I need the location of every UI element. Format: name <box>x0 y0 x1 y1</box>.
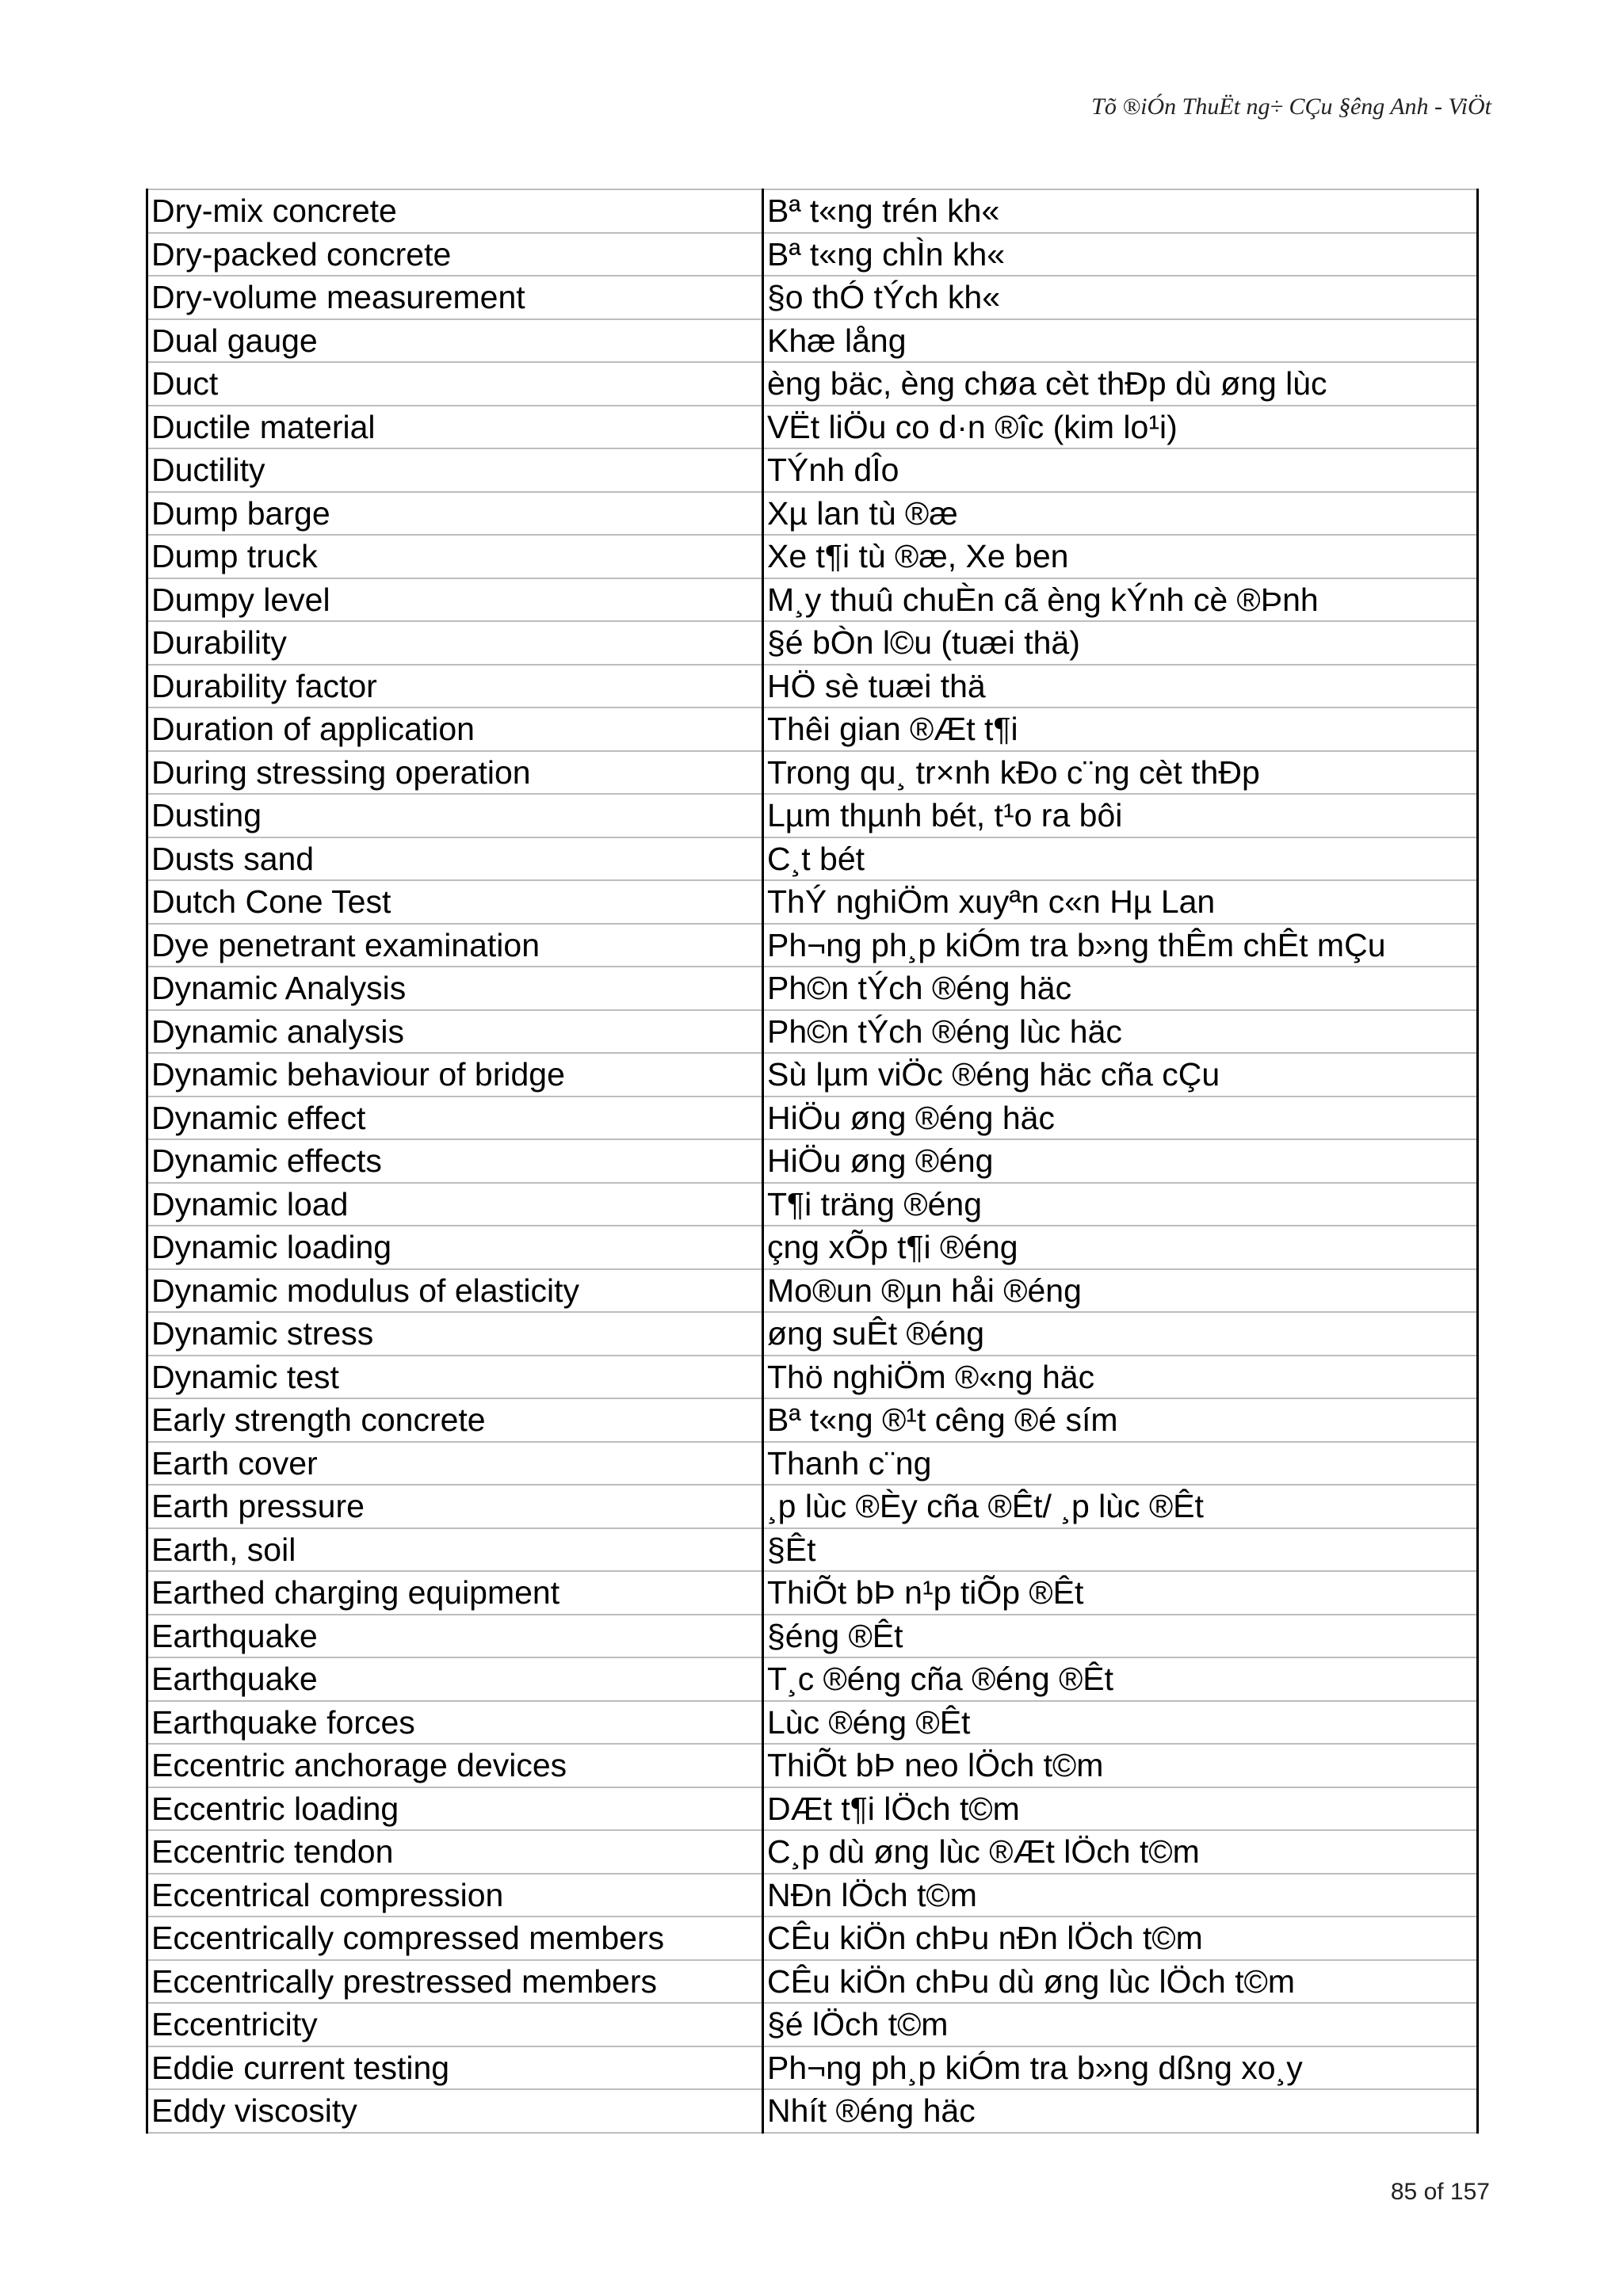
vietnamese-meaning: NÐn lÖch t©m <box>763 1874 1478 1917</box>
glossary-row <box>147 1356 1478 1399</box>
glossary-row <box>147 1960 1478 2004</box>
glossary-row <box>147 448 1478 492</box>
english-term: Earthquake forces <box>147 1701 763 1745</box>
english-term: Dynamic modulus of elasticity <box>147 1269 763 1313</box>
english-term: Earth cover <box>147 1442 763 1486</box>
glossary-row <box>147 1053 1478 1097</box>
vietnamese-meaning: DÆt t¶i lÖch t©m <box>763 1787 1478 1831</box>
vietnamese-meaning: Thö nghiÖm ®«ng häc <box>763 1356 1478 1399</box>
vietnamese-meaning: ThiÕt bÞ neo lÖch t©m <box>763 1744 1478 1787</box>
english-term: Eddy viscosity <box>147 2089 763 2133</box>
vietnamese-meaning: Ph©n tÝch ®éng häc <box>763 967 1478 1010</box>
english-term: Eccentrically compressed members <box>147 1917 763 1960</box>
english-term: Dusting <box>147 794 763 837</box>
english-term: Dry-mix concrete <box>147 189 763 233</box>
english-term: Dynamic Analysis <box>147 967 763 1010</box>
glossary-row <box>147 1010 1478 1054</box>
glossary-row <box>147 276 1478 319</box>
english-term: Dry-packed concrete <box>147 233 763 277</box>
vietnamese-meaning: Ph©n tÝch ®éng lùc häc <box>763 1010 1478 1054</box>
glossary-row <box>147 2003 1478 2046</box>
english-term: Dynamic analysis <box>147 1010 763 1054</box>
english-term: Eccentricity <box>147 2003 763 2046</box>
english-term: Earth, soil <box>147 1528 763 1572</box>
english-term: Earth pressure <box>147 1485 763 1528</box>
vietnamese-meaning: HiÖu øng ®éng <box>763 1139 1478 1183</box>
english-term: Eccentric loading <box>147 1787 763 1831</box>
glossary-row <box>147 578 1478 622</box>
page-number: 85 of 157 <box>1390 2179 1490 2205</box>
vietnamese-meaning: CÊu kiÖn chÞu nÐn lÖch t©m <box>763 1917 1478 1960</box>
vietnamese-meaning: Bª t«ng ®¹t cêng ®é sím <box>763 1398 1478 1442</box>
english-term: Ductility <box>147 448 763 492</box>
vietnamese-meaning: Ph¬ng ph¸p kiÓm tra b»ng thÊm chÊt mÇu <box>763 924 1478 967</box>
glossary-row <box>147 1097 1478 1140</box>
glossary-row <box>147 1744 1478 1787</box>
glossary-row <box>147 621 1478 665</box>
glossary-row <box>147 1442 1478 1486</box>
glossary-row <box>147 2046 1478 2090</box>
glossary-row <box>147 751 1478 795</box>
vietnamese-meaning: Mo®un ®µn håi ®éng <box>763 1269 1478 1313</box>
vietnamese-meaning: Thanh c¨ng <box>763 1442 1478 1486</box>
glossary-row <box>147 362 1478 406</box>
vietnamese-meaning: CÊu kiÖn chÞu dù øng lùc lÖch t©m <box>763 1960 1478 2004</box>
vietnamese-meaning: èng bäc, èng chøa cèt thÐp dù øng lùc <box>763 362 1478 406</box>
vietnamese-meaning: T¸c ®éng cña ®éng ®Êt <box>763 1657 1478 1701</box>
vietnamese-meaning: çng xÕp t¶i ®éng <box>763 1226 1478 1269</box>
english-term: Early strength concrete <box>147 1398 763 1442</box>
english-term: Earthquake <box>147 1657 763 1701</box>
vietnamese-meaning: VËt liÖu co d·n ®îc (kim lo¹i) <box>763 406 1478 449</box>
english-term: Dye penetrant examination <box>147 924 763 967</box>
english-term: Dry-volume measurement <box>147 276 763 319</box>
glossary-row <box>147 1226 1478 1269</box>
vietnamese-meaning: øng suÊt ®éng <box>763 1312 1478 1356</box>
english-term: Dynamic test <box>147 1356 763 1399</box>
vietnamese-meaning: Bª t«ng chÌn kh« <box>763 233 1478 277</box>
english-term: Dynamic effect <box>147 1097 763 1140</box>
english-term: Dutch Cone Test <box>147 880 763 924</box>
vietnamese-meaning: Trong qu¸ tr×nh kÐo c¨ng cèt thÐp <box>763 751 1478 795</box>
vietnamese-meaning: HiÖu øng ®éng häc <box>763 1097 1478 1140</box>
vietnamese-meaning: ¸p lùc ®Èy cña ®Êt/ ¸p lùc ®Êt <box>763 1485 1478 1528</box>
english-term: Eccentrical compression <box>147 1874 763 1917</box>
english-term: Ductile material <box>147 406 763 449</box>
english-term: Dump truck <box>147 535 763 578</box>
glossary-row <box>147 1312 1478 1356</box>
english-term: Dynamic behaviour of bridge <box>147 1053 763 1097</box>
english-term: Dumpy level <box>147 578 763 622</box>
glossary-row <box>147 1398 1478 1442</box>
glossary-row <box>147 880 1478 924</box>
glossary-row <box>147 1830 1478 1874</box>
glossary-row <box>147 967 1478 1010</box>
english-term: Dynamic stress <box>147 1312 763 1356</box>
glossary-table <box>146 189 1479 2134</box>
english-term: Durability factor <box>147 665 763 708</box>
glossary-row <box>147 1874 1478 1917</box>
vietnamese-meaning: Bª t«ng trén kh« <box>763 189 1478 233</box>
glossary-row <box>147 492 1478 536</box>
page-header: Tõ ®iÓn ThuËt ng÷ CÇu §êng Anh - ViÖt <box>1091 93 1491 120</box>
vietnamese-meaning: T¶i träng ®éng <box>763 1183 1478 1226</box>
glossary-row <box>147 837 1478 881</box>
glossary-row <box>147 707 1478 751</box>
vietnamese-meaning: Nhít ®éng häc <box>763 2089 1478 2133</box>
vietnamese-meaning: C¸t bét <box>763 837 1478 881</box>
english-term: Dynamic loading <box>147 1226 763 1269</box>
english-term: During stressing operation <box>147 751 763 795</box>
vietnamese-meaning: §Êt <box>763 1528 1478 1572</box>
glossary-row <box>147 1657 1478 1701</box>
glossary-row <box>147 1139 1478 1183</box>
vietnamese-meaning: Khæ lång <box>763 319 1478 363</box>
vietnamese-meaning: §éng ®Êt <box>763 1615 1478 1658</box>
glossary-row <box>147 233 1478 277</box>
glossary-row <box>147 406 1478 449</box>
english-term: Dusts sand <box>147 837 763 881</box>
vietnamese-meaning: §é lÖch t©m <box>763 2003 1478 2046</box>
glossary-row <box>147 1571 1478 1615</box>
glossary-row <box>147 924 1478 967</box>
glossary-row <box>147 1269 1478 1313</box>
vietnamese-meaning: HÖ sè tuæi thä <box>763 665 1478 708</box>
glossary-row <box>147 1701 1478 1745</box>
english-term: Duct <box>147 362 763 406</box>
vietnamese-meaning: C¸p dù øng lùc ®Æt lÖch t©m <box>763 1830 1478 1874</box>
vietnamese-meaning: Thêi gian ®Æt t¶i <box>763 707 1478 751</box>
glossary-row <box>147 1787 1478 1831</box>
english-term: Duration of application <box>147 707 763 751</box>
english-term: Eccentric anchorage devices <box>147 1744 763 1787</box>
english-term: Dynamic load <box>147 1183 763 1226</box>
glossary-row <box>147 189 1478 233</box>
glossary-row <box>147 1183 1478 1226</box>
vietnamese-meaning: Xe t¶i tù ®æ, Xe ben <box>763 535 1478 578</box>
english-term: Eccentrically prestressed members <box>147 1960 763 2004</box>
english-term: Eccentric tendon <box>147 1830 763 1874</box>
glossary-row <box>147 665 1478 708</box>
vietnamese-meaning: ThÝ nghiÖm xuyªn c«n Hµ Lan <box>763 880 1478 924</box>
glossary-body <box>147 189 1478 2133</box>
english-term: Durability <box>147 621 763 665</box>
vietnamese-meaning: §é bÒn l©u (tuæi thä) <box>763 621 1478 665</box>
glossary-row <box>147 535 1478 578</box>
glossary-row <box>147 319 1478 363</box>
english-term: Dump barge <box>147 492 763 536</box>
glossary-row <box>147 1615 1478 1658</box>
vietnamese-meaning: Lµm thµnh bét, t¹o ra bôi <box>763 794 1478 837</box>
glossary-row <box>147 1528 1478 1572</box>
vietnamese-meaning: Sù lµm viÖc ®éng häc cña cÇu <box>763 1053 1478 1097</box>
glossary-row <box>147 1485 1478 1528</box>
vietnamese-meaning: Ph¬ng ph¸p kiÓm tra b»ng dßng xo¸y <box>763 2046 1478 2090</box>
english-term: Earthquake <box>147 1615 763 1658</box>
english-term: Earthed charging equipment <box>147 1571 763 1615</box>
vietnamese-meaning: Lùc ®éng ®Êt <box>763 1701 1478 1745</box>
english-term: Dynamic effects <box>147 1139 763 1183</box>
vietnamese-meaning: §o thÓ tÝch kh« <box>763 276 1478 319</box>
vietnamese-meaning: M¸y thuû chuÈn cã èng kÝnh cè ®Þnh <box>763 578 1478 622</box>
english-term: Eddie current testing <box>147 2046 763 2090</box>
glossary-row <box>147 2089 1478 2133</box>
vietnamese-meaning: Xµ lan tù ®æ <box>763 492 1478 536</box>
glossary-row <box>147 1917 1478 1960</box>
vietnamese-meaning: ThiÕt bÞ n¹p tiÕp ®Êt <box>763 1571 1478 1615</box>
english-term: Dual gauge <box>147 319 763 363</box>
glossary-row <box>147 794 1478 837</box>
vietnamese-meaning: TÝnh dÎo <box>763 448 1478 492</box>
